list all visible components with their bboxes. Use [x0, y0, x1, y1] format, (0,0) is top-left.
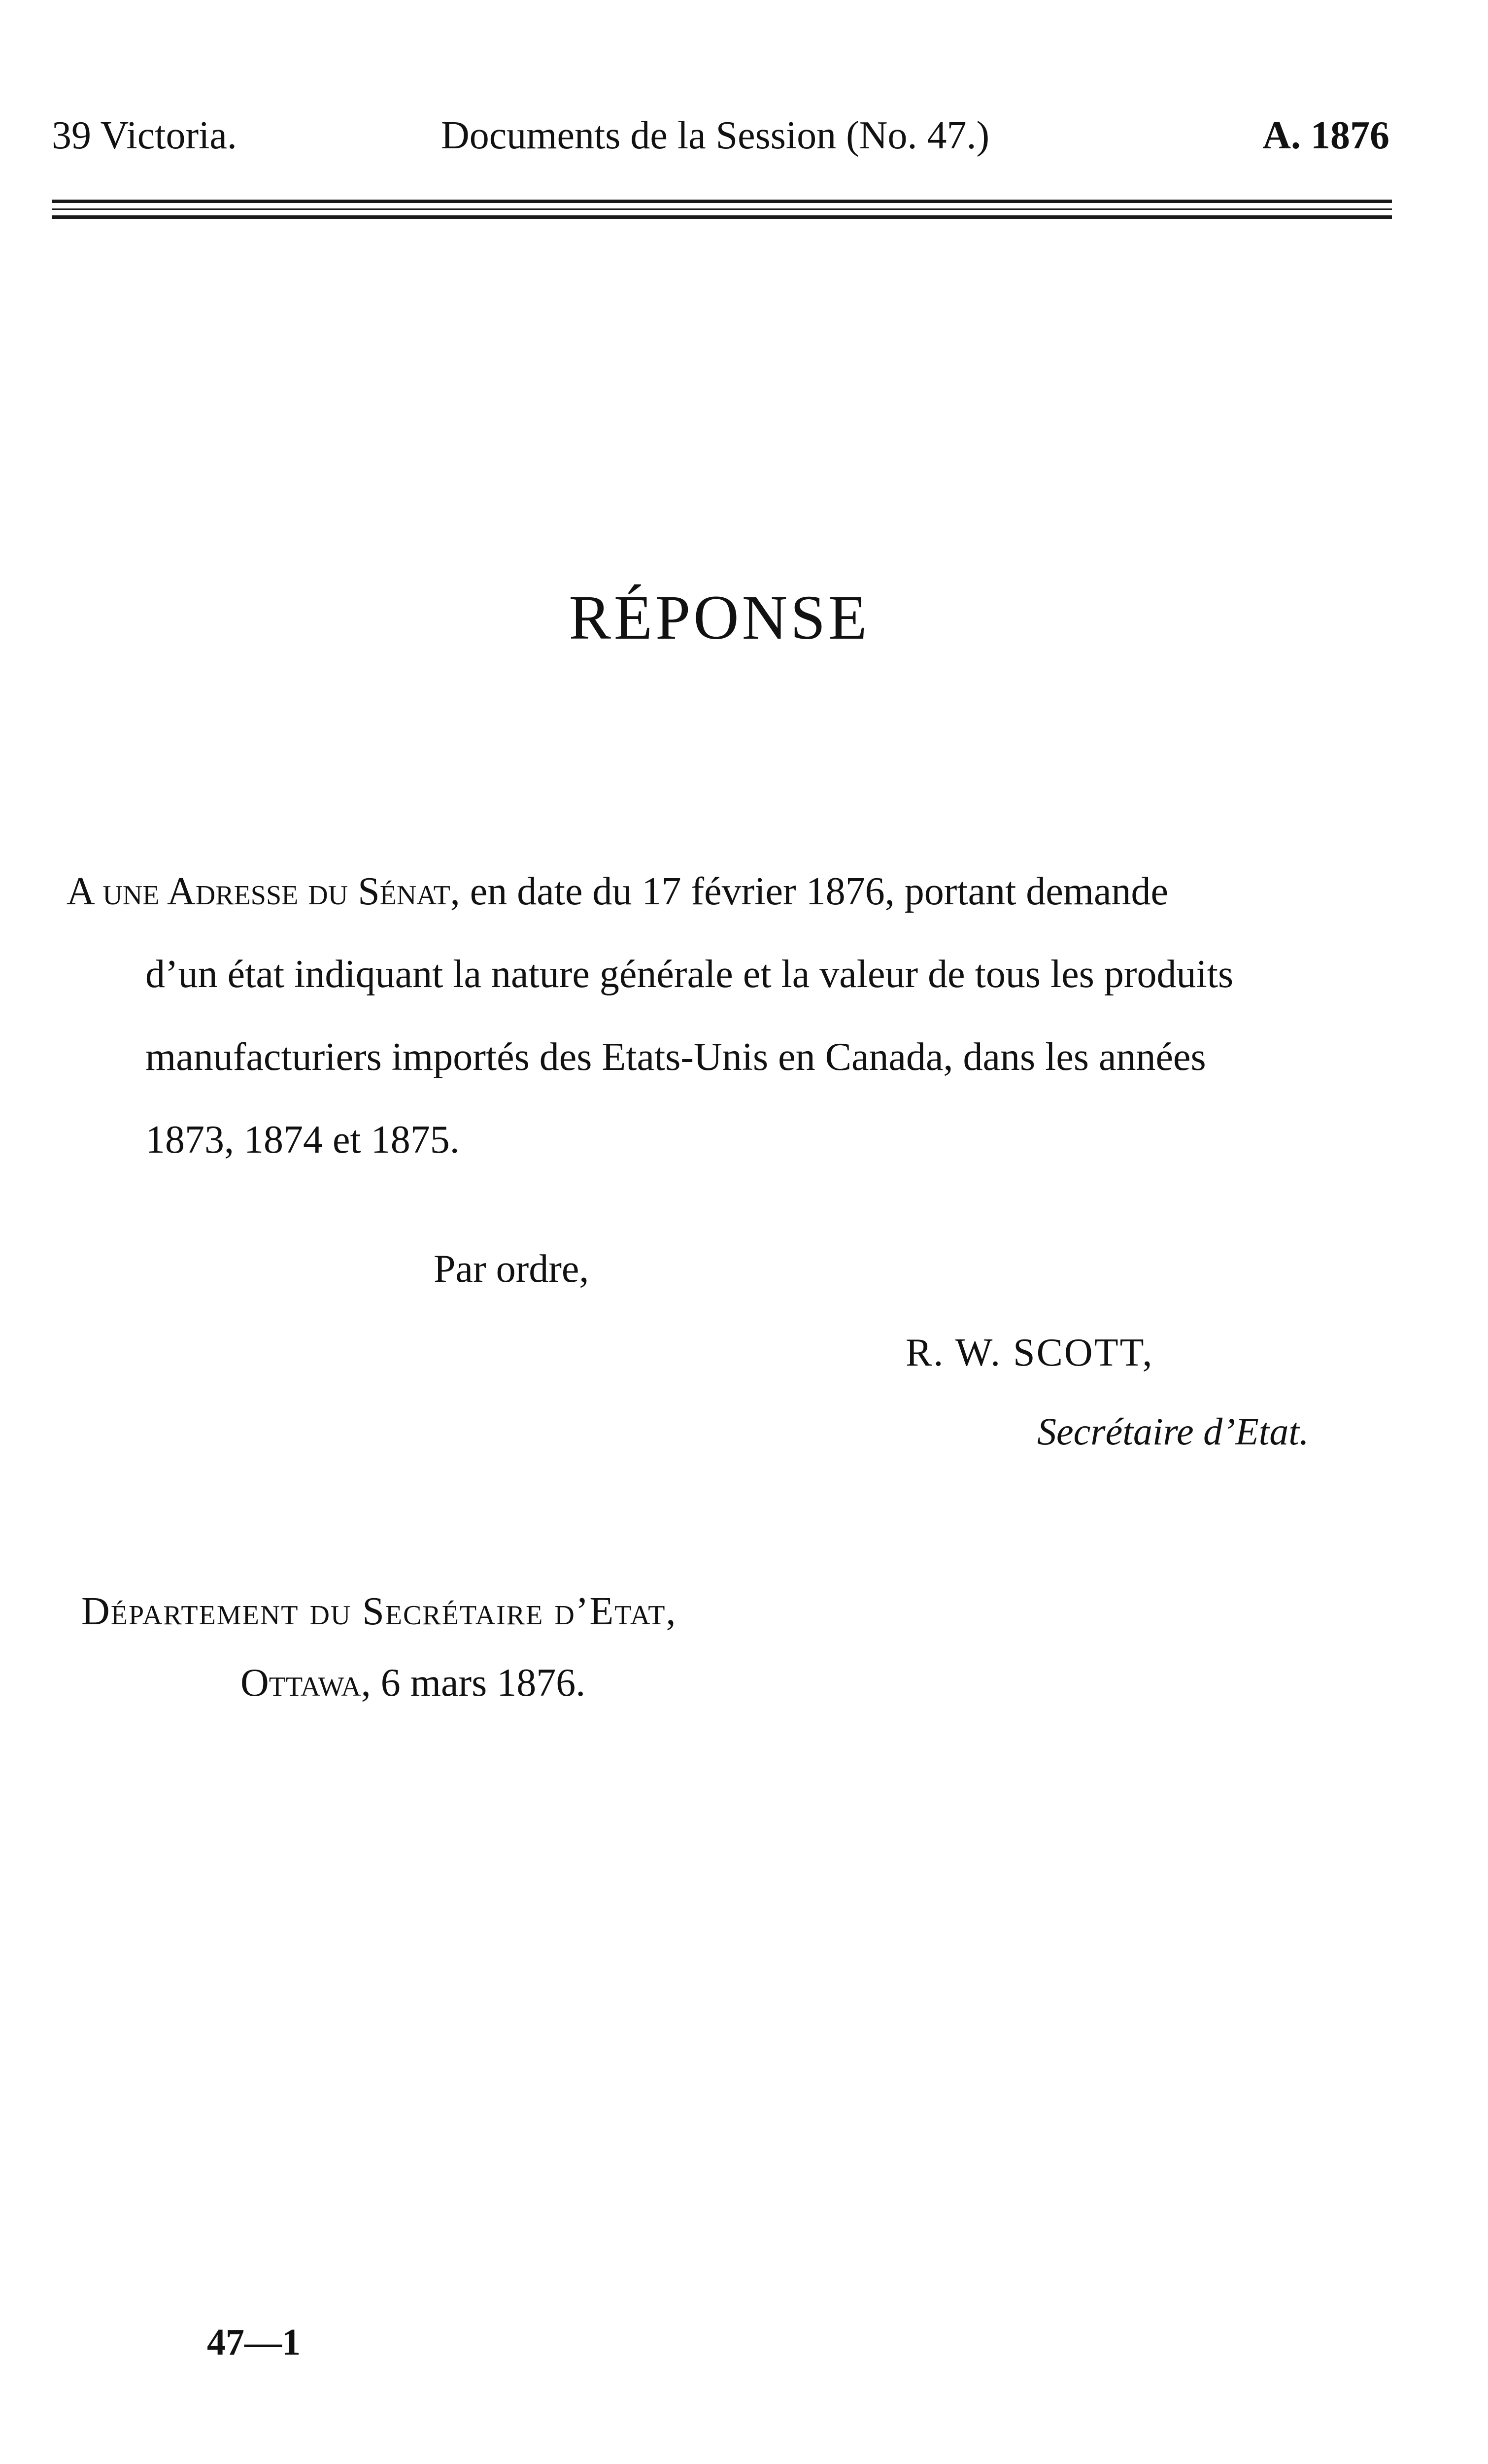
header-session-documents: Documents de la Session (No. 47.): [441, 114, 990, 157]
signatory-name: R. W. SCOTT,: [906, 1331, 1154, 1374]
place-and-date: [240, 1661, 585, 1706]
department-name: Département du Secrétaire d’Etat,: [81, 1590, 677, 1633]
address-line-3: manufacturiers importés des Etats-Unis en Canada, dans les années: [145, 1035, 1206, 1079]
signatory-title: Secrétaire d’Etat.: [1037, 1410, 1309, 1453]
address-line-1-text: en date du 17 février 1876, portant demande: [460, 870, 1169, 913]
address-lead: A une Adresse du Sénat,: [67, 870, 460, 913]
address-paragraph: [67, 850, 1426, 1181]
header-regnal-year: 39 Victoria.: [52, 114, 237, 157]
address-line-1: [67, 850, 1426, 933]
header-rule: [52, 200, 1392, 203]
signature-mark: 47—1: [207, 2322, 301, 2363]
page-title: RÉPONSE: [569, 582, 870, 652]
header-rule: [52, 208, 1392, 210]
header-rule: [52, 215, 1392, 219]
address-line-2: d’un état indiquant la nature générale et la valeur de tous les produits: [145, 953, 1234, 996]
address-line-4: 1873, 1874 et 1875.: [145, 1118, 460, 1162]
par-ordre: Par ordre,: [434, 1247, 589, 1291]
place: Ottawa,: [240, 1661, 371, 1705]
header-year: A. 1876: [1262, 114, 1389, 157]
date: 6 mars 1876.: [371, 1661, 586, 1705]
